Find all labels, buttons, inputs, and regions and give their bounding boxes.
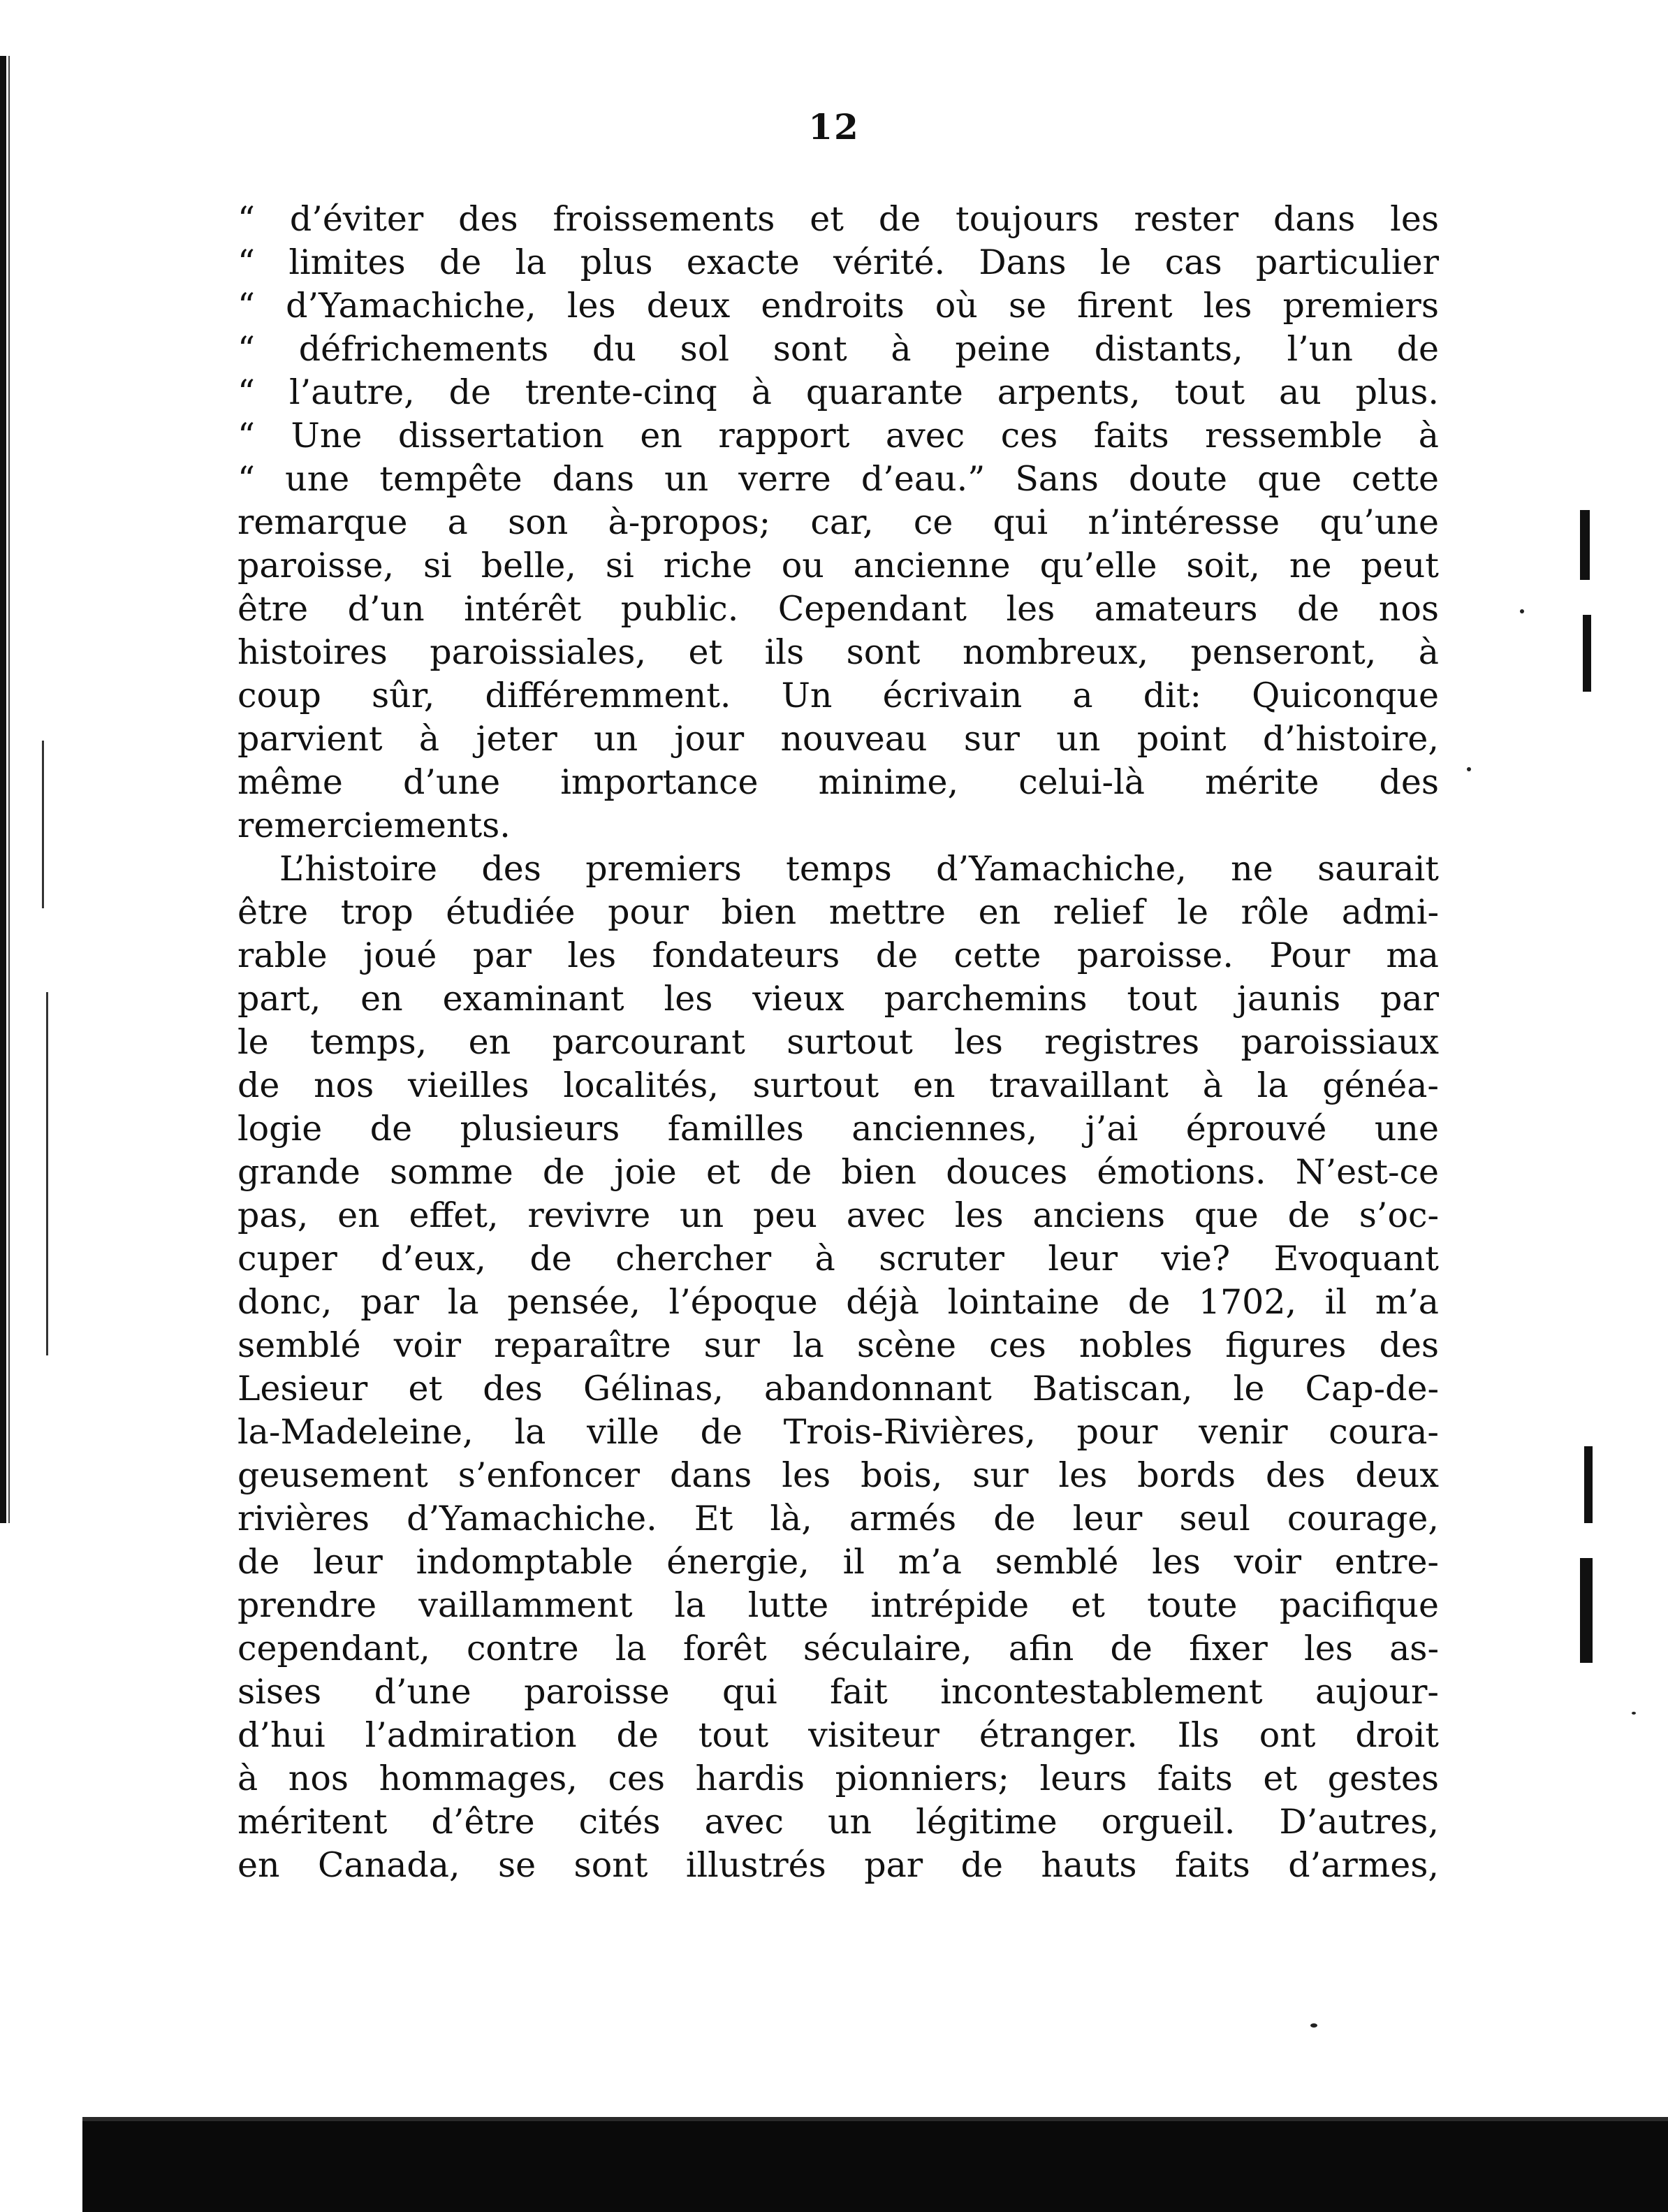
text-line: être trop étudiée pour bien mettre en relief le rôle admi- <box>237 892 1439 932</box>
scan-mark <box>1584 1446 1593 1523</box>
text-line: en Canada, se sont illustrés par de hauts faits d’armes, <box>237 1845 1439 1885</box>
text-line: prendre vaillamment la lutte intrépide et toute pacifique <box>237 1585 1439 1625</box>
paragraph-first-line: L’histoire des premiers temps d’Yamachiche, ne saurait <box>279 849 1439 889</box>
text-line: remarque a son à-propos; car, ce qui n’intéresse qu’une <box>237 502 1439 542</box>
text-line: remerciements. <box>237 806 511 845</box>
text-line: “ d’éviter des froissements et de toujours rester dans les <box>237 199 1439 239</box>
text-line: rable joué par les fondateurs de cette paroisse. Pour ma <box>237 936 1439 975</box>
scan-mark <box>42 741 44 908</box>
text-line: de nos vieilles localités, surtout en travaillant à la généa- <box>237 1065 1439 1105</box>
text-line: à nos hommages, ces hardis pionniers; leurs faits et gestes <box>237 1759 1439 1798</box>
text-line: grande somme de joie et de bien douces émotions. N’est-ce <box>237 1152 1439 1192</box>
text-line: paroisse, si belle, si riche ou ancienne qu’elle soit, ne peut <box>237 546 1439 585</box>
scan-mark <box>1580 510 1590 580</box>
scan-mark <box>1310 2023 1317 2028</box>
text-line: la-Madeleine, la ville de Trois-Rivières, pour venir coura- <box>237 1412 1439 1452</box>
text-line: cependant, contre la forêt séculaire, afin de fixer les as- <box>237 1629 1439 1668</box>
text-line: de leur indomptable énergie, il m’a semblé les voir entre- <box>237 1542 1439 1582</box>
text-line: sises d’une paroisse qui fait incontestablement aujour- <box>237 1672 1439 1712</box>
text-line: être d’un intérêt public. Cependant les amateurs de nos <box>237 589 1439 629</box>
text-line: part, en examinant les vieux parchemins tout jaunis par <box>237 979 1439 1019</box>
text-line: “ limites de la plus exacte vérité. Dans le cas particulier <box>237 242 1439 282</box>
scan-mark <box>1467 767 1471 771</box>
text-line: pas, en effet, revivre un peu avec les anciens que de s’oc- <box>237 1195 1439 1235</box>
page-number: 12 <box>808 106 860 147</box>
text-line: méritent d’être cités avec un légitime orgueil. D’autres, <box>237 1802 1439 1842</box>
text-line: le temps, en parcourant surtout les registres paroissiaux <box>237 1022 1439 1062</box>
text-line: “ une tempête dans un verre d’eau.” Sans doute que cette <box>237 459 1439 499</box>
text-line: parvient à jeter un jour nouveau sur un point d’histoire, <box>237 719 1439 759</box>
text-line: semblé voir reparaître sur la scène ces nobles figures des <box>237 1325 1439 1365</box>
text-line: même d’une importance minime, celui-là mérite des <box>237 762 1439 802</box>
text-line: “ défrichements du sol sont à peine distants, l’un de <box>237 329 1439 369</box>
text-line: rivières d’Yamachiche. Et là, armés de leur seul courage, <box>237 1499 1439 1538</box>
body-text <box>237 198 1439 1887</box>
text-line: histoires paroissiales, et ils sont nombreux, penseront, à <box>237 632 1439 672</box>
scan-mark <box>1580 1558 1593 1663</box>
scan-mark <box>46 992 48 1355</box>
scan-bottom-edge <box>82 2121 1668 2212</box>
scan-left-edge <box>0 56 13 1523</box>
text-line: “ l’autre, de trente-cinq à quarante arpents, tout au plus. <box>237 372 1439 412</box>
scan-mark <box>1632 1712 1636 1715</box>
text-line: Lesieur et des Gélinas, abandonnant Batiscan, le Cap-de- <box>237 1369 1439 1409</box>
scan-mark <box>1520 609 1524 613</box>
text-line: “ d’Yamachiche, les deux endroits où se firent les premiers <box>237 286 1439 326</box>
text-line: d’hui l’admiration de tout visiteur étranger. Ils ont droit <box>237 1715 1439 1755</box>
text-line: “ Une dissertation en rapport avec ces faits ressemble à <box>237 416 1439 456</box>
text-line: cuper d’eux, de chercher à scruter leur vie? Evoquant <box>237 1239 1439 1279</box>
text-line: logie de plusieurs familles anciennes, j’ai éprouvé une <box>237 1109 1439 1149</box>
text-line: coup sûr, différemment. Un écrivain a dit: Quiconque <box>237 676 1439 715</box>
text-line: geusement s’enfoncer dans les bois, sur les bords des deux <box>237 1455 1439 1495</box>
scan-mark <box>1583 615 1591 692</box>
text-line: donc, par la pensée, l’époque déjà lointaine de 1702, il m’a <box>237 1282 1439 1322</box>
